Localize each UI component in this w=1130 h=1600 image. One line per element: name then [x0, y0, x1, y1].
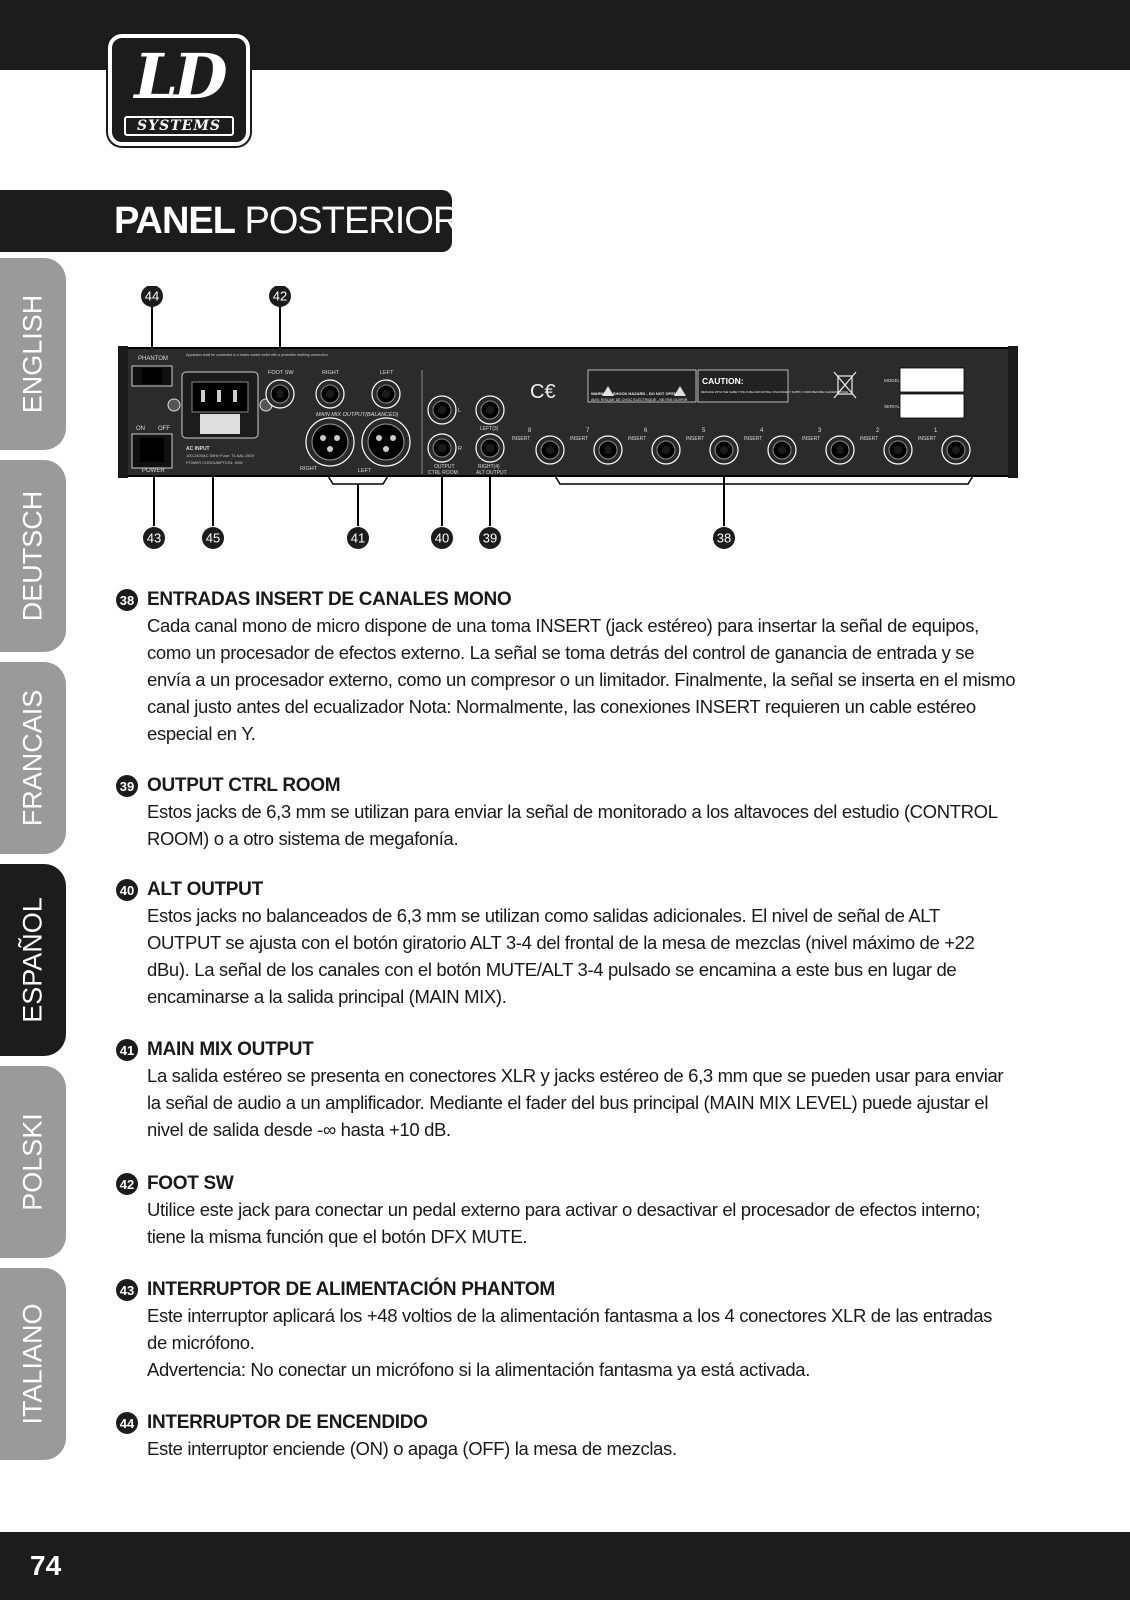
logo-ld-text: LD	[134, 40, 224, 113]
page-number: 74	[30, 1550, 62, 1581]
left3-label: LEFT(3)	[480, 426, 499, 432]
item-number-badge: 38	[116, 589, 138, 611]
channel-number-label: 8	[528, 428, 532, 434]
insert-jack	[884, 436, 912, 464]
item-title: OUTPUT CTRL ROOM	[147, 775, 341, 796]
off-label: OFF	[158, 426, 170, 432]
item-title: ENTRADAS INSERT DE CANALES MONO	[147, 589, 512, 610]
channel-number-label: 5	[702, 428, 706, 434]
avis-text: AVIS: RISQUE DE CHOC ELECTRIQUE - NE PAS OUVRIR	[591, 398, 688, 402]
item-number-badge: 40	[116, 879, 138, 901]
item-paragraph: Este interruptor enciende (ON) o apaga (OFF) la mesa de mezclas.	[147, 1438, 677, 1459]
item-44	[116, 1411, 1016, 1462]
page-title-bold: PANEL	[114, 200, 235, 242]
serial-label: SERIAL	[884, 404, 901, 409]
item-title: FOOT SW	[147, 1173, 234, 1194]
insert-label: INSERT	[744, 436, 763, 442]
channel-number-label: 2	[876, 428, 880, 434]
logo-systems-text: SYSTEMS	[124, 116, 234, 136]
xlr-left-label: LEFT	[358, 468, 372, 474]
tab-english[interactable]	[0, 258, 66, 450]
item-paragraph: Este interruptor aplicará los +48 voltios de la alimentación fantasma a los 4 conectores XLR de las entradas de micrófono.	[147, 1305, 993, 1353]
caution-heading: CAUTION:	[702, 376, 744, 386]
main-mix-label: MAIN MIX OUTPUT(BALANCED)	[316, 412, 399, 418]
power-label: POWER	[142, 468, 165, 474]
ctrl-room-label: CTRL ROOM	[428, 470, 458, 476]
item-title: INTERRUPTOR DE ENCENDIDO	[147, 1412, 428, 1433]
right-jack-label: RIGHT	[322, 370, 340, 376]
item-paragraph: Estos jacks de 6,3 mm se utilizan para enviar la señal de monitorado a los altavoces del estudio (CONTROL ROOM) o a otro sistema de megafonía.	[147, 801, 997, 849]
item-number-badge: 39	[116, 775, 138, 797]
channel-number-label: 4	[760, 428, 764, 434]
insert-label: INSERT	[686, 436, 705, 442]
callout-number: 40	[434, 530, 450, 546]
item-title: ALT OUTPUT	[147, 879, 263, 900]
callout-number: 43	[146, 530, 162, 546]
insert-label: INSERT	[628, 436, 647, 442]
callout-number: 38	[716, 530, 732, 546]
item-38	[116, 588, 1016, 747]
insert-jack	[710, 436, 738, 464]
tab-label: ESPAÑOL	[17, 897, 48, 1023]
tab-italiano[interactable]	[0, 1268, 66, 1460]
tab-label: ENGLISH	[17, 294, 48, 414]
tab-espanol[interactable]	[0, 864, 66, 1056]
rear-panel-diagram	[118, 286, 1018, 568]
foot-sw-label: FOOT SW	[268, 370, 294, 376]
channel-number-label: 7	[586, 428, 590, 434]
insert-jack	[652, 436, 680, 464]
item-42	[116, 1172, 1016, 1250]
apparatus-text: Apparatus shall be connected to a mains socket outlet with a protective earthing connection	[186, 353, 328, 357]
page-title	[114, 196, 469, 246]
alt-output-label: ALT OUTPUT	[476, 470, 507, 476]
item-number-badge: 41	[116, 1039, 138, 1061]
left-jack-label: LEFT	[380, 370, 394, 376]
insert-jack	[594, 436, 622, 464]
insert-label: INSERT	[860, 436, 879, 442]
xlr-right-label: RIGHT	[300, 466, 318, 472]
item-paragraph-warning: Advertencia: No conectar un micrófono si la alimentación fantasma ya está activada.	[147, 1359, 811, 1380]
model-label: MODEL	[884, 378, 901, 383]
ld-systems-logo	[108, 34, 250, 146]
callout-number: 45	[205, 530, 221, 546]
tab-francais[interactable]	[0, 662, 66, 854]
insert-label: INSERT	[570, 436, 589, 442]
callout-number: 44	[144, 288, 160, 304]
item-title: INTERRUPTOR DE ALIMENTACIÓN PHANTOM	[147, 1279, 555, 1300]
l-label: L	[458, 408, 462, 414]
tab-label: FRANCAIS	[17, 689, 48, 827]
insert-jack	[768, 436, 796, 464]
item-number-badge: 42	[116, 1173, 138, 1195]
callout-number: 41	[350, 530, 366, 546]
r-label: R	[458, 446, 462, 452]
insert-label: INSERT	[918, 436, 937, 442]
item-39	[116, 774, 1016, 852]
callout-number: 42	[272, 288, 288, 304]
tab-polski[interactable]	[0, 1066, 66, 1258]
channel-number-label: 6	[644, 428, 648, 434]
page-title-rest: POSTERIOR:	[234, 200, 469, 242]
tab-label: DEUTSCH	[17, 490, 48, 622]
insert-jack	[942, 436, 970, 464]
caution-text: REPLACE WITH THE SAME TYPE FUSE AND RATING. DISCONNECT SUPPLY CORD BEFORE CHANGING FUSE	[701, 390, 848, 394]
insert-jack	[826, 436, 854, 464]
warning-text: WARNING: SHOCK HAZARD - DO NOT OPEN	[591, 391, 677, 396]
channel-number-label: 3	[818, 428, 822, 434]
bottom-bar	[0, 1532, 1130, 1600]
tab-deutsch[interactable]	[0, 460, 66, 652]
insert-jack	[536, 436, 564, 464]
ce-mark: C€	[530, 381, 556, 403]
item-paragraph: Estos jacks no balanceados de 6,3 mm se utilizan como salidas adicionales. El nivel de señal de ALT OUTPUT se ajusta con el botón giratorio ALT 3-4 del frontal de la mesa de mezclas (nivel máximo de +22 dBu). La señal de los canales con el botón MUTE/ALT 3-4 pulsado se encamina a este bus en lugar de encaminarse a la salida principal (MAIN MIX).	[147, 905, 975, 1007]
item-title: MAIN MIX OUTPUT	[147, 1039, 314, 1060]
item-number-badge: 44	[116, 1412, 138, 1434]
item-number-badge: 43	[116, 1279, 138, 1301]
output-label: OUTPUT	[434, 464, 455, 470]
tab-label: ITALIANO	[17, 1303, 48, 1425]
ac-spec-label: 100-240VAC 50Hz Fuse: T1.6AL 250V	[186, 453, 255, 458]
item-paragraph: Cada canal mono de micro dispone de una toma INSERT (jack estéreo) para insertar la señal de equipos, como un procesador de efectos externo. La señal se toma detrás del control de ganancia de entrada y se envía a un procesador externo, como un compresor o un limitador. Finalmente, la señal se inserta en el mismo canal justo antes del ecualizador Nota: Normalmente, las conexiones INSERT requieren un cable estéreo especial en Y.	[147, 615, 1016, 744]
on-label: ON	[136, 426, 145, 432]
ac-input-label: AC INPUT	[186, 446, 210, 452]
item-40	[116, 878, 1016, 1010]
insert-label: INSERT	[512, 436, 531, 442]
power-consumption-label: POWER CONSUMPTION: 40W	[186, 460, 243, 465]
tab-label: POLSKI	[17, 1113, 48, 1211]
item-43	[116, 1278, 1016, 1383]
item-paragraph: Utilice este jack para conectar un pedal externo para activar o desactivar el procesador de efectos interno; tiene la misma función que el botón DFX MUTE.	[147, 1199, 981, 1247]
callout-number: 39	[482, 530, 498, 546]
channel-number-label: 1	[934, 428, 938, 434]
item-41	[116, 1038, 1016, 1143]
insert-label: INSERT	[802, 436, 821, 442]
phantom-label: PHANTOM	[138, 356, 168, 362]
right4-label: RIGHT(4)	[478, 464, 500, 470]
item-paragraph: La salida estéreo se presenta en conectores XLR y jacks estéreo de 6,3 mm que se pueden usar para enviar la señal de audio a un amplificador. Mediante el fader del bus principal (MAIN MIX LEVEL) puede ajustar el nivel de salida desde -∞ hasta +10 dB.	[147, 1065, 1004, 1140]
